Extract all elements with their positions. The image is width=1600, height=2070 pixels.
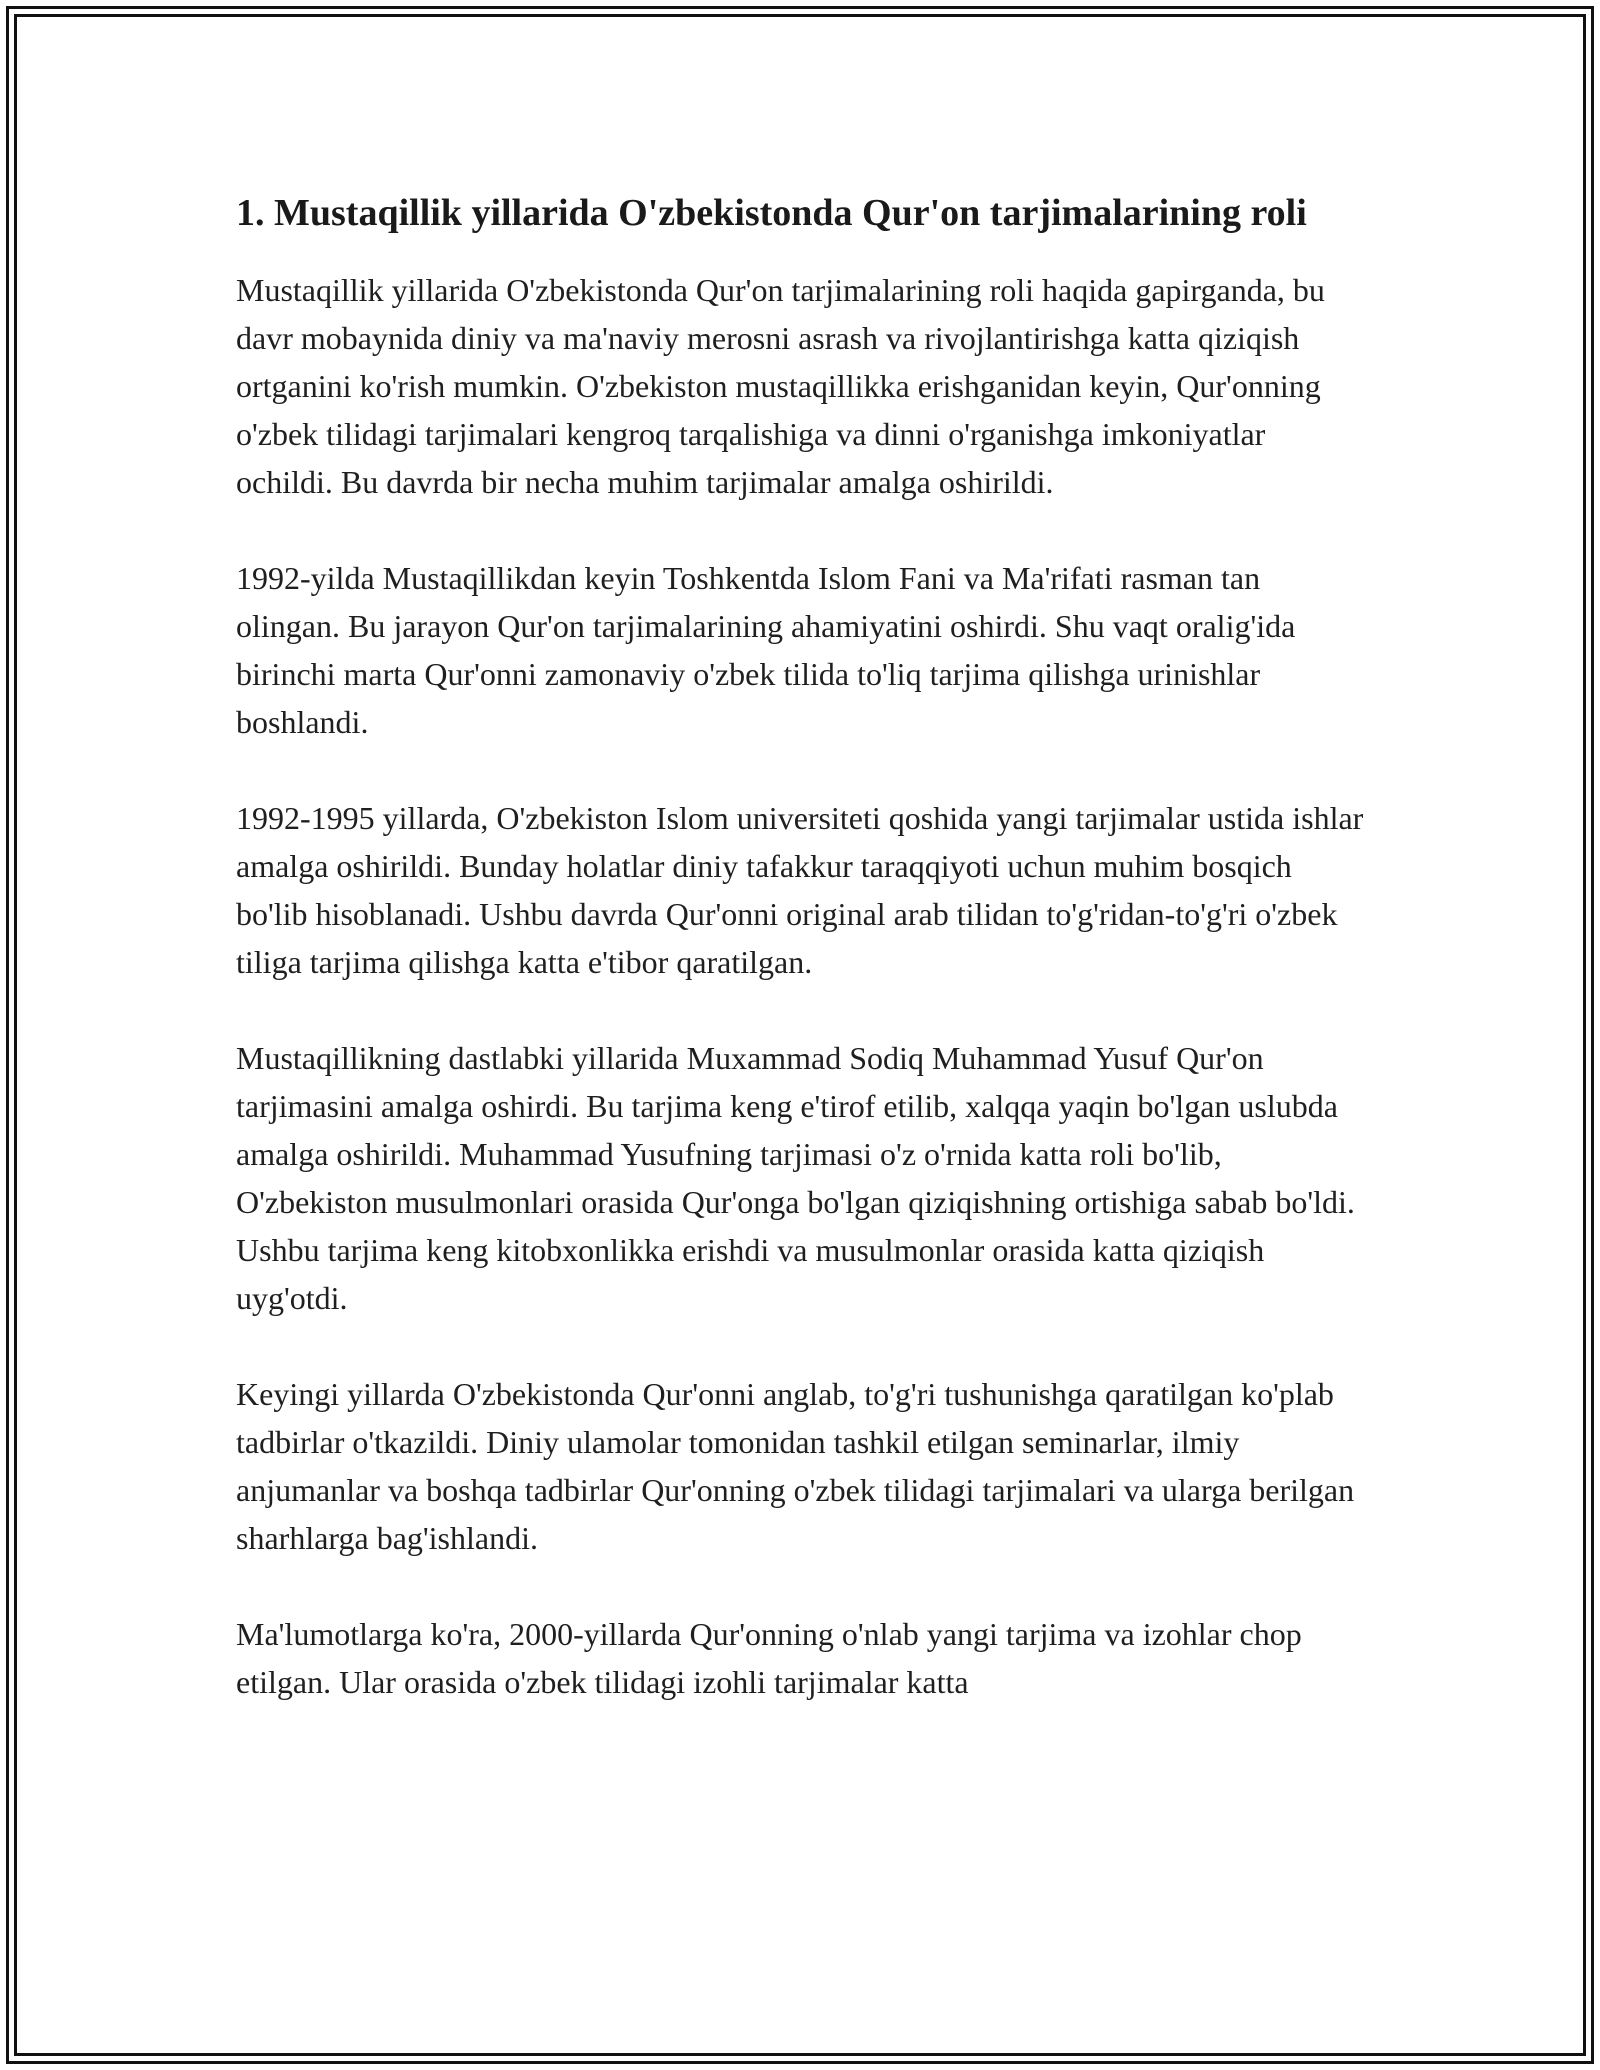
paragraph: Keyingi yillarda O'zbekistonda Qur'onni anglab, to'g'ri tushunishga qaratilgan ko'plab tadbirlar o'tkazildi. Diniy ulamolar tomonidan tashkil etilgan seminarlar, ilmiy anjumanlar va boshqa tadbirlar Qur'onning o'zbek tilidagi tarjimalari va ularga berilgan sharhlarga bag'ishlandi.	[236, 1376, 1355, 1556]
paragraph: Mustaqillik yillarida O'zbekistonda Qur'on tarjimalarining roli haqida gapirganda, bu davr mobaynida diniy va ma'naviy merosni asrash va rivojlantirishga katta qiziqish ortganini ko'rish mumkin. O'zbekiston mustaqillikka erishganidan keyin, Qur'onning o'zbek tilidagi tarjimalari kengroq tarqalishiga va dinni o'rganishga imkoniyatlar ochildi. Bu davrda bir necha muhim tarjimalar amalga oshirildi.	[236, 272, 1325, 500]
paragraph: 1992-yilda Mustaqillikdan keyin Toshkentda Islom Fani va Ma'rifati rasman tan olingan. Bu jarayon Qur'on tarjimalarining ahamiyatini oshirdi. Shu vaqt oralig'ida birinchi marta Qur'onni zamonaviy o'zbek tilida to'liq tarjima qilishga urinishlar boshlandi.	[236, 560, 1296, 740]
paragraph: Ma'lumotlarga ko'ra, 2000-yillarda Qur'onning o'nlab yangi tarjima va izohlar chop etilgan. Ular orasida o'zbek tilidagi izohli tarjimalar katta	[236, 1616, 1302, 1700]
section-title: 1. Mustaqillik yillarida O'zbekistonda Qur'on tarjimalarining roli	[236, 192, 1307, 234]
document-body	[236, 186, 1366, 1754]
paragraph: 1992-1995 yillarda, O'zbekiston Islom universiteti qoshida yangi tarjimalar ustida ishlar amalga oshirildi. Bunday holatlar diniy tafakkur taraqqiyoti uchun muhim bosqich bo'lib hisoblanadi. Ushbu davrda Qur'onni original arab tilidan to'g'ridan-to'g'ri o'zbek tiliga tarjima qilishga katta e'tibor qaratilgan.	[236, 800, 1364, 980]
paragraph: Mustaqillikning dastlabki yillarida Muxammad Sodiq Muhammad Yusuf Qur'on tarjimasini amalga oshirdi. Bu tarjima keng e'tirof etilib, xalqqa yaqin bo'lgan uslubda amalga oshirildi. Muhammad Yusufning tarjimasi o'z o'rnida katta roli bo'lib, O'zbekiston musulmonlari orasida Qur'onga bo'lgan qiziqishning ortishiga sabab bo'ldi. Ushbu tarjima keng kitobxonlikka erishdi va musulmonlar orasida katta qiziqish uyg'otdi.	[236, 1040, 1355, 1316]
